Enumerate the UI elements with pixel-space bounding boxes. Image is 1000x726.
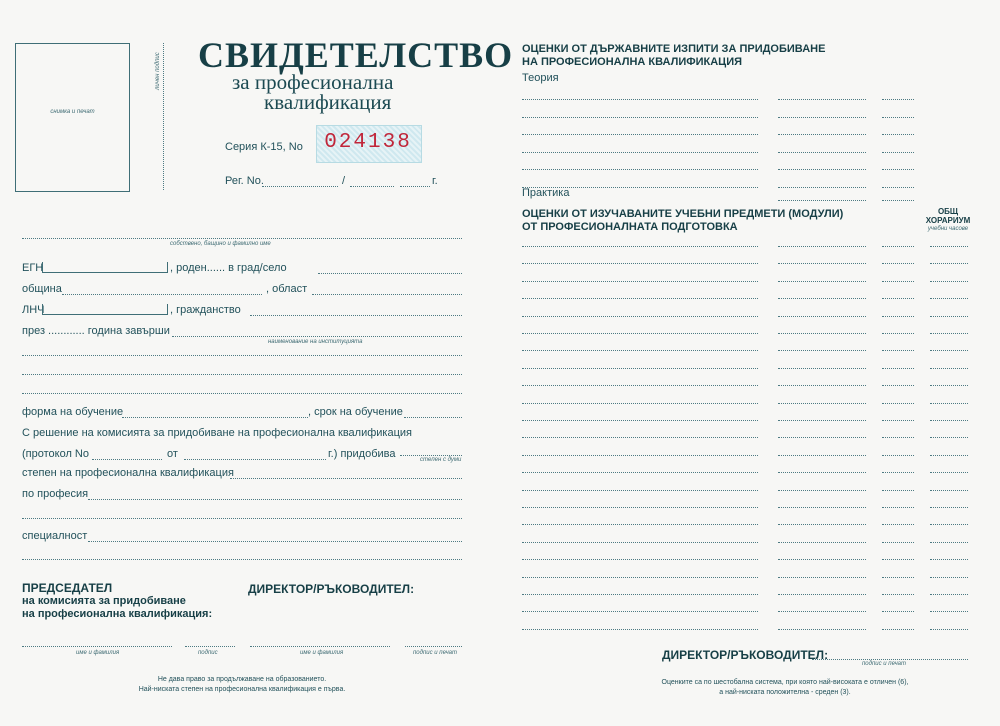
subject-grade-field[interactable]: [778, 263, 866, 264]
subject-hours-field[interactable]: [930, 490, 968, 491]
subject-grade-field[interactable]: [778, 629, 866, 630]
form-label: форма на обучение: [22, 406, 124, 418]
subject-name-field[interactable]: [522, 507, 758, 508]
subject-hours-field[interactable]: [930, 524, 968, 525]
subject-name-field[interactable]: [522, 333, 758, 334]
subject-grade-num-field[interactable]: [882, 524, 914, 525]
photo-box[interactable]: [15, 43, 130, 192]
serial-number: 024138: [324, 131, 412, 154]
subject-grade-num-field[interactable]: [882, 577, 914, 578]
subject-grade-num-field[interactable]: [882, 594, 914, 595]
term-field[interactable]: [404, 417, 462, 418]
subject-grade-num-field[interactable]: [882, 542, 914, 543]
municipality-label: община: [22, 283, 62, 295]
subject-grade-field[interactable]: [778, 281, 866, 282]
subject-hours-field[interactable]: [930, 420, 968, 421]
theory-grade-num-field[interactable]: [882, 117, 914, 118]
subject-grade-field[interactable]: [778, 455, 866, 456]
subject-hours-field[interactable]: [930, 542, 968, 543]
municipality-field[interactable]: [62, 294, 262, 295]
hours-heading-2: ХОРАРИУМ: [925, 216, 971, 225]
subjects-heading-1: ОЦЕНКИ ОТ ИЗУЧАВАНИТЕ УЧЕБНИ ПРЕДМЕТИ (МОДУЛИ): [522, 208, 844, 220]
subject-hours-field[interactable]: [930, 385, 968, 386]
reg-slash: /: [342, 175, 346, 187]
theory-grade-num-field[interactable]: [882, 99, 914, 100]
subject-hours-field[interactable]: [930, 333, 968, 334]
born-label: , роден...... в град/село: [170, 262, 287, 274]
subject-grade-field[interactable]: [778, 542, 866, 543]
practice-label: Практика: [522, 187, 570, 199]
theory-subject-field[interactable]: [522, 169, 758, 170]
institution-field-3[interactable]: [22, 374, 462, 375]
subject-name-field[interactable]: [522, 472, 758, 473]
egn-field[interactable]: [42, 262, 168, 273]
subject-hours-field[interactable]: [930, 611, 968, 612]
protocol-number-field[interactable]: [92, 459, 162, 460]
subject-grade-field[interactable]: [778, 507, 866, 508]
subject-name-field[interactable]: [522, 455, 758, 456]
from-label: от: [167, 448, 178, 460]
subject-grade-num-field[interactable]: [882, 246, 914, 247]
exams-heading-2: НА ПРОФЕСИОНАЛНА КВАЛИФИКАЦИЯ: [522, 56, 743, 68]
subject-grade-field[interactable]: [778, 437, 866, 438]
right-director-label: ДИРЕКТОР/РЪКОВОДИТЕЛ:: [662, 648, 829, 662]
reg-number-field[interactable]: [262, 186, 338, 187]
subject-grade-field[interactable]: [778, 490, 866, 491]
subject-grade-num-field[interactable]: [882, 559, 914, 560]
subject-hours-field[interactable]: [930, 594, 968, 595]
subject-hours-field[interactable]: [930, 437, 968, 438]
subject-grade-num-field[interactable]: [882, 437, 914, 438]
acquires-label: г.) придобива: [328, 448, 396, 460]
subject-hours-field[interactable]: [930, 316, 968, 317]
subject-grade-num-field[interactable]: [882, 333, 914, 334]
subject-grade-field[interactable]: [778, 472, 866, 473]
subject-hours-field[interactable]: [930, 350, 968, 351]
theory-grade-num-field[interactable]: [882, 152, 914, 153]
subject-name-field[interactable]: [522, 385, 758, 386]
subject-grade-field[interactable]: [778, 350, 866, 351]
right-footer-2: а най-ниската положителна - среден (3).: [719, 689, 851, 696]
subject-name-field[interactable]: [522, 368, 758, 369]
form-field[interactable]: [122, 417, 308, 418]
subject-grade-field[interactable]: [778, 333, 866, 334]
theory-subject-field[interactable]: [522, 134, 758, 135]
specialty-field-2[interactable]: [22, 559, 462, 560]
left-director-label: ДИРЕКТОР/РЪКОВОДИТЕЛ:: [248, 582, 415, 596]
subject-grade-field[interactable]: [778, 298, 866, 299]
director-name-hint: име и фамилия: [300, 650, 344, 656]
lnch-label: ЛНЧ: [22, 304, 45, 316]
profession-field[interactable]: [88, 499, 462, 500]
subject-name-field[interactable]: [522, 246, 758, 247]
subject-name-field[interactable]: [522, 350, 758, 351]
subject-grade-num-field[interactable]: [882, 281, 914, 282]
degree-label: степен на професионална квалификация: [22, 467, 234, 479]
institution-field[interactable]: [172, 336, 462, 337]
subject-grade-num-field[interactable]: [882, 455, 914, 456]
theory-subject-field[interactable]: [522, 117, 758, 118]
subject-name-field[interactable]: [522, 281, 758, 282]
protocol-label: (протокол No: [22, 448, 89, 460]
subject-grade-field[interactable]: [778, 403, 866, 404]
director-signature-field[interactable]: [405, 646, 462, 647]
subject-name-field[interactable]: [522, 298, 758, 299]
subject-grade-num-field[interactable]: [882, 611, 914, 612]
subject-grade-num-field[interactable]: [882, 263, 914, 264]
theory-grade-field[interactable]: [778, 117, 866, 118]
subject-hours-field[interactable]: [930, 368, 968, 369]
birthplace-field[interactable]: [318, 273, 462, 274]
right-footer-1: Оценките са по шестобална система, при която най-високата е отличен (6),: [661, 679, 909, 686]
subject-name-field[interactable]: [522, 316, 758, 317]
specialty-field[interactable]: [88, 541, 462, 542]
theory-grade-field[interactable]: [778, 152, 866, 153]
subject-name-field[interactable]: [522, 542, 758, 543]
certificate-subtitle-2: квалификация: [264, 90, 392, 114]
practice-grade-field[interactable]: [778, 200, 866, 201]
citizenship-field[interactable]: [250, 315, 462, 316]
theory-grade-num-field[interactable]: [882, 134, 914, 135]
subject-grade-field[interactable]: [778, 577, 866, 578]
subject-hours-field[interactable]: [930, 507, 968, 508]
subject-name-field[interactable]: [522, 611, 758, 612]
subject-grade-field[interactable]: [778, 420, 866, 421]
certificate-subtitle-1: за професионална: [232, 70, 394, 94]
director-sign-hint: подпис и печат: [413, 650, 458, 656]
profession-field-2[interactable]: [22, 518, 462, 519]
institution-hint: наименование на институцията: [268, 339, 363, 345]
subject-hours-field[interactable]: [930, 559, 968, 560]
subject-name-field[interactable]: [522, 559, 758, 560]
subject-hours-field[interactable]: [930, 455, 968, 456]
subject-name-field[interactable]: [522, 594, 758, 595]
subject-grade-num-field[interactable]: [882, 368, 914, 369]
reg-label: Рег. No.: [225, 175, 264, 187]
subject-grade-field[interactable]: [778, 611, 866, 612]
subject-grade-num-field[interactable]: [882, 403, 914, 404]
subject-grade-field[interactable]: [778, 594, 866, 595]
theory-grade-field[interactable]: [778, 169, 866, 170]
subject-hours-field[interactable]: [930, 577, 968, 578]
degree-field[interactable]: [230, 478, 462, 479]
left-footer-1: Не дава право за продължаване на образованието.: [157, 676, 327, 683]
subject-grade-num-field[interactable]: [882, 507, 914, 508]
photo-label: снимка и печат: [50, 109, 95, 115]
right-director-hint: подпис и печат: [862, 661, 907, 667]
subject-grade-num-field[interactable]: [882, 472, 914, 473]
egn-label: ЕГН: [22, 262, 44, 274]
theory-label: Теория: [522, 72, 559, 84]
name-field[interactable]: [22, 238, 462, 239]
institution-field-2[interactable]: [22, 355, 462, 356]
profession-label: по професия: [22, 488, 89, 500]
reg-g: г.: [432, 175, 438, 187]
degree-words-field[interactable]: [400, 455, 462, 456]
hours-heading-1: ОБЩ: [937, 207, 959, 216]
subject-name-field[interactable]: [522, 629, 758, 630]
chairman-signature-field[interactable]: [185, 646, 235, 647]
theory-grade-field[interactable]: [778, 99, 866, 100]
theory-grade-num-field[interactable]: [882, 187, 914, 188]
chairman-line3: на професионална квалификация:: [22, 608, 213, 620]
practice-grade-num-field[interactable]: [882, 200, 914, 201]
reg-date-field[interactable]: [350, 186, 394, 187]
subject-name-field[interactable]: [522, 437, 758, 438]
subject-grade-field[interactable]: [778, 524, 866, 525]
right-director-field[interactable]: [812, 659, 968, 660]
region-field[interactable]: [312, 294, 462, 295]
region-label: , област: [266, 283, 308, 295]
subject-grade-num-field[interactable]: [882, 385, 914, 386]
chairman-sign-hint: подпис: [198, 650, 218, 656]
subject-grade-num-field[interactable]: [882, 490, 914, 491]
subject-hours-field[interactable]: [930, 281, 968, 282]
exams-heading-1: ОЦЕНКИ ОТ ДЪРЖАВНИТЕ ИЗПИТИ ЗА ПРИДОБИВАНЕ: [522, 43, 826, 55]
subject-hours-field[interactable]: [930, 403, 968, 404]
subject-grade-num-field[interactable]: [882, 420, 914, 421]
subject-name-field[interactable]: [522, 403, 758, 404]
subject-hours-field[interactable]: [930, 298, 968, 299]
graduated-label: през ............ година завърши: [22, 325, 170, 337]
subject-hours-field[interactable]: [930, 472, 968, 473]
decision-label: С решение на комисията за придобиване на професионална квалификация: [22, 427, 412, 439]
subject-name-field[interactable]: [522, 524, 758, 525]
citizenship-label: , гражданство: [170, 304, 241, 316]
subject-grade-num-field[interactable]: [882, 316, 914, 317]
signature-side-label: личен подпис: [155, 52, 161, 90]
subject-grade-num-field[interactable]: [882, 298, 914, 299]
subject-grade-field[interactable]: [778, 368, 866, 369]
protocol-date-field[interactable]: [184, 459, 326, 460]
subjects-heading-2: ОТ ПРОФЕСИОНАЛНАТА ПОДГОТОВКА: [522, 221, 738, 233]
subject-grade-field[interactable]: [778, 559, 866, 560]
hours-hint: учебни часове: [927, 226, 969, 232]
left-footer-2: Най-ниската степен на професионална квалификация е първа.: [138, 686, 346, 693]
chairman-name-hint: име и фамилия: [76, 650, 120, 656]
subject-grade-num-field[interactable]: [882, 629, 914, 630]
subject-hours-field[interactable]: [930, 263, 968, 264]
subject-hours-field[interactable]: [930, 246, 968, 247]
signature-line: [163, 43, 164, 190]
subject-grade-field[interactable]: [778, 385, 866, 386]
chairman-name-field[interactable]: [22, 646, 172, 647]
theory-grade-num-field[interactable]: [882, 169, 914, 170]
specialty-label: специалност: [22, 530, 88, 542]
chairman-title: ПРЕДСЕДАТЕЛ: [22, 581, 113, 595]
series-label: Серия К-15, No: [225, 141, 303, 153]
director-name-field[interactable]: [250, 646, 390, 647]
theory-grade-field[interactable]: [778, 187, 866, 188]
subject-name-field[interactable]: [522, 420, 758, 421]
reg-year-field[interactable]: [400, 186, 430, 187]
words-hint: степен с думи: [420, 457, 462, 463]
name-hint: собствено, бащино и фамилно име: [170, 241, 271, 247]
term-label: , срок на обучение: [308, 406, 403, 418]
subject-grade-field[interactable]: [778, 246, 866, 247]
institution-field-4[interactable]: [22, 393, 462, 394]
lnch-field[interactable]: [42, 304, 168, 315]
certificate-title: СВИДЕТЕЛСТВО: [198, 35, 514, 75]
theory-subject-field[interactable]: [522, 152, 758, 153]
subject-name-field[interactable]: [522, 577, 758, 578]
theory-subject-field[interactable]: [522, 99, 758, 100]
subject-name-field[interactable]: [522, 263, 758, 264]
subject-hours-field[interactable]: [930, 629, 968, 630]
chairman-line2: на комисията за придобиване: [22, 595, 186, 607]
theory-grade-field[interactable]: [778, 134, 866, 135]
subject-name-field[interactable]: [522, 490, 758, 491]
subject-grade-num-field[interactable]: [882, 350, 914, 351]
subject-grade-field[interactable]: [778, 316, 866, 317]
